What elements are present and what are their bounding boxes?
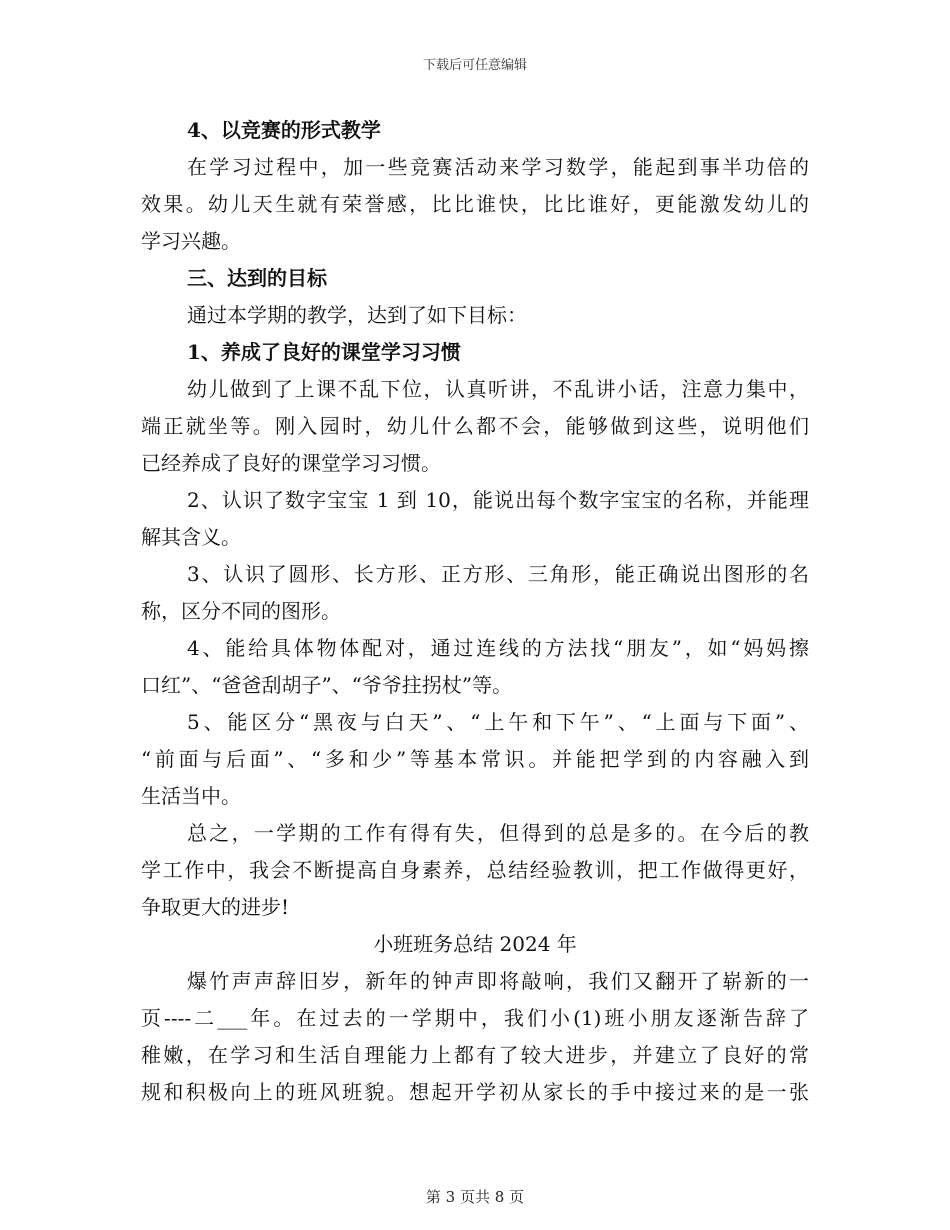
paragraph-line: 幼儿做到了上课不乱下位，认真听讲，不乱讲小话，注意力集中， (187, 377, 809, 401)
paragraph-line: 口红”、“爸爸刮胡子”、“爷爷拄拐杖”等。 (141, 673, 513, 697)
paragraph-line: 学习兴趣。 (141, 229, 241, 253)
paragraph-line: 称，区分不同的图形。 (141, 599, 341, 623)
paragraph-line: 3、认识了圆形、长方形、正方形、三角形，能正确说出图形的名 (187, 562, 809, 586)
paragraph-line: 学工作中，我会不断提高自身素养，总结经验教训，把工作做得更好， (141, 858, 809, 882)
paragraph-line: 已经养成了良好的课堂学习习惯。 (141, 451, 441, 475)
paragraph-line: 解其含义。 (141, 525, 241, 549)
paragraph-line: 争取更大的进步! (141, 895, 290, 919)
paragraph-line: 通过本学期的教学，达到了如下目标： (187, 303, 527, 327)
paragraph-line: 2、认识了数字宝宝 1 到 10，能说出每个数字宝宝的名称，并能理 (187, 488, 809, 512)
paragraph-line: 页----二___年。在过去的一学期中，我们小(1)班小朋友逐渐告辞了 (141, 1006, 809, 1030)
paragraph-line: “前面与后面”、“多和少”等基本常识。并能把学到的内容融入到 (141, 747, 809, 771)
paragraph-line: 效果。幼儿天生就有荣誉感，比比谁快，比比谁好，更能激发幼儿的 (141, 192, 809, 216)
paragraph-line: 规和积极向上的班风班貌。想起开学初从家长的手中接过来的是一张 (141, 1080, 809, 1104)
section-heading: 4、以竞赛的形式教学 (187, 118, 381, 142)
paragraph-line: 5、能区分“黑夜与白天”、“上午和下午”、“上面与下面”、 (187, 710, 809, 734)
paragraph-line: 爆竹声声辞旧岁，新年的钟声即将敲响，我们又翻开了崭新的一 (187, 969, 809, 993)
paragraph-line: 生活当中。 (141, 784, 241, 808)
paragraph-line: 总之，一学期的工作有得有失，但得到的总是多的。在今后的教 (187, 821, 809, 845)
page-header: 下载后可任意编辑 (422, 58, 527, 73)
section-heading: 1、养成了良好的课堂学习习惯 (187, 340, 461, 364)
paragraph-line: 稚嫩，在学习和生活自理能力上都有了较大进步，并建立了良好的常 (141, 1043, 809, 1067)
paragraph-line: 4、能给具体物体配对，通过连线的方法找“朋友”，如“妈妈擦 (187, 636, 809, 660)
page-footer: 第 3 页共 8 页 (425, 1188, 525, 1206)
document-title: 小班班务总结 2024 年 (373, 932, 577, 956)
paragraph-line: 端正就坐等。刚入园时，幼儿什么都不会，能够做到这些，说明他们 (141, 414, 809, 438)
section-heading: 三、达到的目标 (187, 266, 327, 290)
paragraph-line: 在学习过程中，加一些竞赛活动来学习数学，能起到事半功倍的 (187, 155, 809, 179)
document-body (141, 112, 809, 1111)
